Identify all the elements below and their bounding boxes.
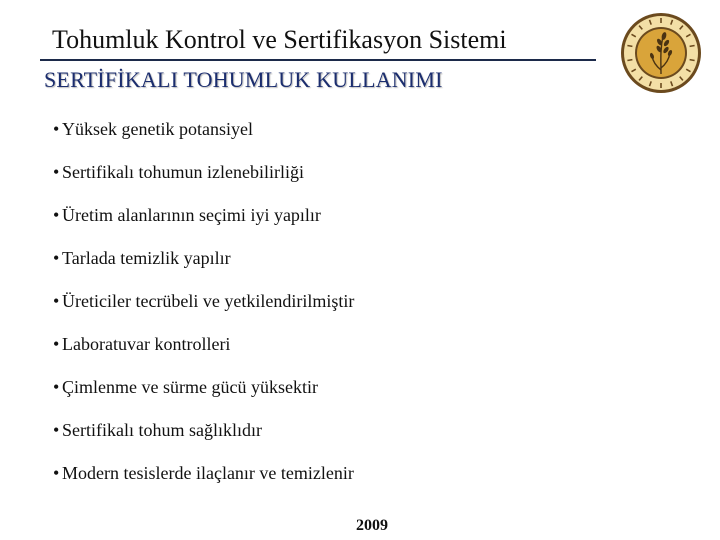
bullet-marker: •	[53, 463, 60, 483]
list-item-text: Çimlenme ve sürme gücü yüksektir	[62, 377, 318, 397]
list-item-text: Üreticiler tecrübeli ve yetkilendirilmiştir	[62, 291, 355, 311]
bullet-marker: •	[53, 420, 60, 440]
list-item	[53, 458, 354, 501]
list-item	[53, 157, 354, 200]
bullet-marker: •	[53, 205, 60, 225]
list-item-text: Tarlada temizlik yapılır	[62, 248, 231, 268]
slide-title: Tohumluk Kontrol ve Sertifikasyon Sistemi	[52, 25, 507, 54]
footer-year: 2009	[356, 517, 388, 534]
list-item-text: Sertifikalı tohum sağlıklıdır	[62, 420, 262, 440]
bullet-marker: •	[53, 291, 60, 311]
list-item	[53, 286, 354, 329]
list-item	[53, 114, 354, 157]
bullet-marker: •	[53, 377, 60, 397]
bullet-list	[53, 114, 354, 501]
list-item-text: Modern tesislerde ilaçlanır ve temizlenir	[62, 463, 354, 483]
list-item	[53, 415, 354, 458]
list-item-text: Üretim alanlarının seçimi iyi yapılır	[62, 205, 321, 225]
list-item	[53, 243, 354, 286]
list-item-text: Sertifikalı tohumun izlenebilirliği	[62, 162, 304, 182]
bullet-marker: •	[53, 334, 60, 354]
seal-graphic	[620, 12, 702, 94]
bullet-marker: •	[53, 162, 60, 182]
title-divider	[40, 59, 596, 61]
bullet-marker: •	[53, 248, 60, 268]
slide-subtitle: SERTİFİKALI TOHUMLUK KULLANIMI	[44, 67, 443, 92]
list-item	[53, 372, 354, 415]
seed-certification-seal-icon	[620, 12, 702, 94]
bullet-marker: •	[53, 119, 60, 139]
list-item-text: Laboratuvar kontrolleri	[62, 334, 231, 354]
list-item-text: Yüksek genetik potansiyel	[62, 119, 253, 139]
list-item	[53, 329, 354, 372]
list-item	[53, 200, 354, 243]
